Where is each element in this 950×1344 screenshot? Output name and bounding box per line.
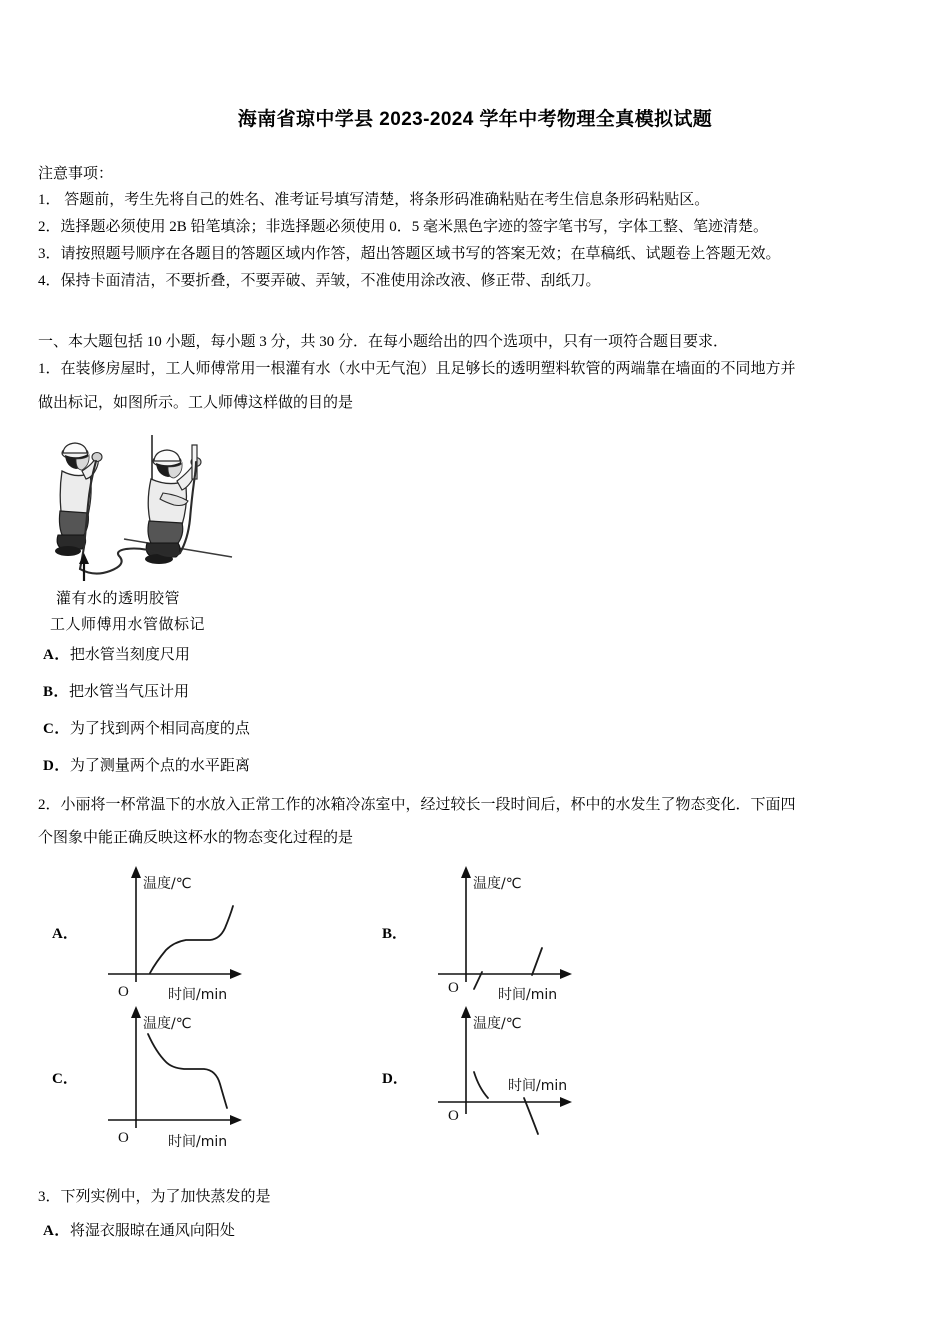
- graph-cell-b: [378, 862, 708, 1002]
- graph-d-xlabel: 时间/min: [508, 1078, 568, 1094]
- question-1: [38, 356, 912, 785]
- figure-workers-hose: [46, 435, 276, 637]
- notice-item: 3．请按照题号顺序在各题目的答题区域内作答，超出答题区域书写的答案无效；在草稿纸、试题卷上答题无效。: [38, 246, 781, 262]
- graph-d-ylabel: 温度/℃: [473, 1016, 522, 1032]
- graph-a-chart: [94, 862, 274, 1002]
- graph-b-origin: O: [448, 980, 459, 996]
- graph-a-xlabel: 时间/min: [168, 987, 228, 1002]
- option-letter: D．: [43, 758, 70, 774]
- graph-cell-c: [48, 1002, 378, 1152]
- question-1-option[interactable]: [38, 674, 912, 711]
- graph-label-d: D．: [382, 1070, 408, 1087]
- question-2: [38, 785, 912, 1152]
- option-letter: A．: [43, 1223, 70, 1239]
- option-text: 把水管当刻度尺用: [69, 647, 190, 663]
- graph-b-chart: [424, 862, 604, 1002]
- graph-label-c: C．: [52, 1070, 78, 1087]
- graph-c-ylabel: 温度/℃: [143, 1016, 192, 1032]
- graph-c-origin: O: [118, 1130, 129, 1146]
- question-3-line-1: 3．下列实例中，为了加快蒸发的是: [38, 1189, 271, 1205]
- question-1-option[interactable]: [38, 711, 912, 748]
- question-2-line-1: 2．小丽将一杯常温下的水放入正常工作的冰箱冷冻室中，经过较长一段时间后，杯中的水发生了物态变化．下面四: [38, 797, 796, 813]
- notice-item: 2．选择题必须使用 2B 铅笔填涂；非选择题必须使用 0．5 毫米黑色字迹的签字笔书写，字体工整、笔迹清楚。: [38, 219, 769, 235]
- graph-b-xlabel: 时间/min: [498, 987, 558, 1002]
- question-2-line-2: 个图象中能正确反映这杯水的物态变化过程的是: [38, 830, 354, 846]
- graph-cell-d: [378, 1002, 708, 1152]
- notice-heading: 注意事项：: [38, 166, 114, 182]
- graph-d-chart: [424, 1002, 604, 1152]
- option-letter: C．: [43, 721, 70, 737]
- figure-caption-pipe: 灌有水的透明胶管: [56, 589, 181, 607]
- notice-item: 4．保持卡面清洁，不要折叠，不要弄破、弄皱，不准使用涂改液、修正带、刮纸刀。: [38, 273, 601, 289]
- question-3-option[interactable]: [38, 1214, 912, 1248]
- graph-d-origin: O: [448, 1108, 459, 1124]
- question-1-line-2: 做出标记，如图所示。工人师傅这样做的目的是: [38, 395, 354, 411]
- graph-c-xlabel: 时间/min: [168, 1134, 228, 1150]
- question-1-option[interactable]: [38, 748, 912, 785]
- page-title: 海南省琼中学县 2023-2024 学年中考物理全真模拟试题: [237, 109, 713, 130]
- graph-row-2: [48, 1002, 748, 1152]
- graph-label-a: A．: [52, 925, 78, 942]
- notice-section: [38, 161, 912, 295]
- question-1-option[interactable]: [38, 637, 912, 674]
- graph-b-ylabel: 温度/℃: [473, 876, 522, 892]
- option-text: 把水管当气压计用: [69, 684, 190, 700]
- question-3: [38, 1180, 912, 1248]
- graph-cell-a: [48, 862, 378, 1002]
- option-text: 将湿衣服晾在通风向阳处: [69, 1223, 235, 1239]
- option-letter: A．: [43, 647, 70, 663]
- graph-row-1: [48, 862, 748, 1002]
- option-letter: B．: [43, 684, 70, 700]
- graph-a-ylabel: 温度/℃: [143, 876, 192, 892]
- graph-c-chart: [94, 1002, 274, 1152]
- option-text: 为了找到两个相同高度的点: [69, 721, 250, 737]
- notice-item: 1． 答题前，考生先将自己的姓名、准考证号填写清楚，将条形码准确粘贴在考生信息条形码粘贴区。: [38, 192, 710, 208]
- option-text: 为了测量两个点的水平距离: [69, 758, 250, 774]
- workers-hose-illustration: [46, 435, 271, 585]
- graph-label-b: B．: [382, 925, 408, 942]
- section-heading: 一、本大题包括 10 小题，每小题 3 分，共 30 分．在每小题给出的四个选项中，只有一项符合题目要求．: [38, 334, 729, 350]
- graph-a-origin: O: [118, 984, 129, 1000]
- question-1-line-1: 1．在装修房屋时，工人师傅常用一根灌有水（水中无气泡）且足够长的透明塑料软管的两端靠在墙面的不同地方并: [38, 361, 796, 377]
- question-2-graph-grid: [48, 862, 748, 1152]
- figure-caption-title: 工人师傅用水管做标记: [50, 615, 206, 633]
